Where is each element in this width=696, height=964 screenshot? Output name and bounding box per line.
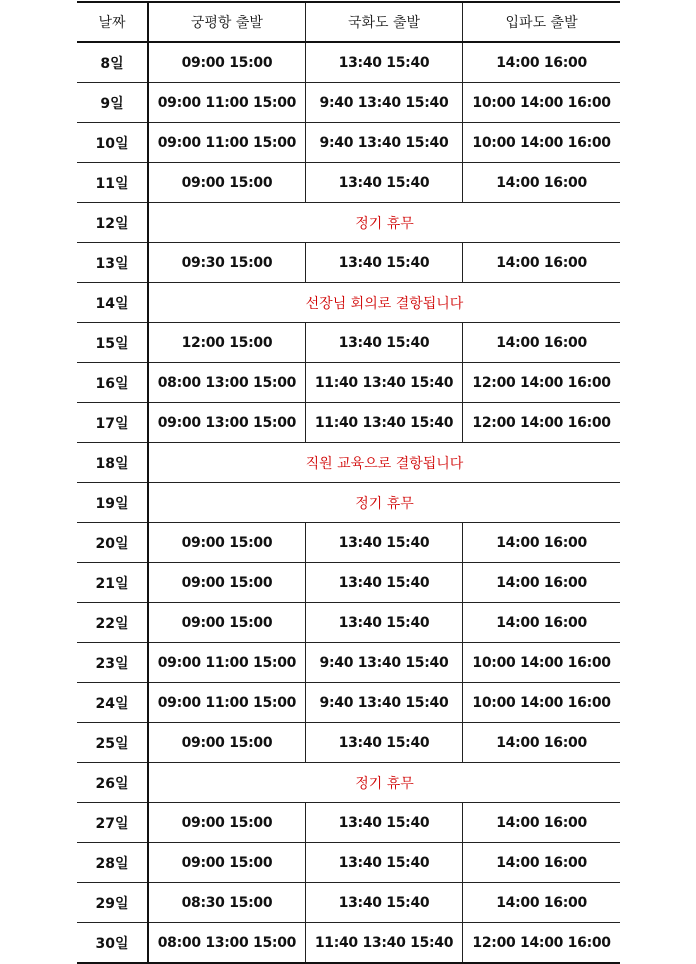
column-header-date: 날짜 bbox=[77, 2, 148, 42]
table-row bbox=[77, 163, 620, 203]
date-cell: 11일 bbox=[77, 163, 148, 203]
date-cell: 12일 bbox=[77, 203, 148, 243]
date-cell: 14일 bbox=[77, 283, 148, 323]
table-row bbox=[77, 923, 620, 964]
table-row bbox=[77, 323, 620, 363]
date-cell: 23일 bbox=[77, 643, 148, 683]
date-cell: 20일 bbox=[77, 523, 148, 563]
date-cell: 17일 bbox=[77, 403, 148, 443]
ippado-departure-cell: 12:00 14:00 16:00 bbox=[463, 923, 620, 964]
table-row bbox=[77, 643, 620, 683]
date-cell: 15일 bbox=[77, 323, 148, 363]
ippado-departure-cell: 10:00 14:00 16:00 bbox=[463, 643, 620, 683]
gungpyeong-departure-cell: 09:00 15:00 bbox=[148, 723, 305, 763]
ippado-departure-cell: 14:00 16:00 bbox=[463, 563, 620, 603]
table-row bbox=[77, 483, 620, 523]
ippado-departure-cell: 14:00 16:00 bbox=[463, 523, 620, 563]
ippado-departure-cell: 14:00 16:00 bbox=[463, 163, 620, 203]
gungpyeong-departure-cell: 09:00 11:00 15:00 bbox=[148, 683, 305, 723]
table-row bbox=[77, 363, 620, 403]
gungpyeong-departure-cell: 08:30 15:00 bbox=[148, 883, 305, 923]
table-row bbox=[77, 283, 620, 323]
ippado-departure-cell: 10:00 14:00 16:00 bbox=[463, 123, 620, 163]
gukhwado-departure-cell: 9:40 13:40 15:40 bbox=[305, 123, 462, 163]
ippado-departure-cell: 14:00 16:00 bbox=[463, 803, 620, 843]
ippado-departure-cell: 14:00 16:00 bbox=[463, 883, 620, 923]
column-header-ippado: 입파도 출발 bbox=[463, 2, 620, 42]
date-cell: 13일 bbox=[77, 243, 148, 283]
date-cell: 26일 bbox=[77, 763, 148, 803]
table-row bbox=[77, 683, 620, 723]
ippado-departure-cell: 14:00 16:00 bbox=[463, 323, 620, 363]
gukhwado-departure-cell: 11:40 13:40 15:40 bbox=[305, 923, 462, 964]
date-cell: 29일 bbox=[77, 883, 148, 923]
table-row bbox=[77, 203, 620, 243]
column-header-gungpyeong: 궁평항 출발 bbox=[148, 2, 305, 42]
gungpyeong-departure-cell: 09:00 15:00 bbox=[148, 523, 305, 563]
gukhwado-departure-cell: 13:40 15:40 bbox=[305, 523, 462, 563]
gukhwado-departure-cell: 9:40 13:40 15:40 bbox=[305, 643, 462, 683]
ippado-departure-cell: 14:00 16:00 bbox=[463, 42, 620, 83]
gukhwado-departure-cell: 9:40 13:40 15:40 bbox=[305, 683, 462, 723]
gukhwado-departure-cell: 13:40 15:40 bbox=[305, 563, 462, 603]
gukhwado-departure-cell: 13:40 15:40 bbox=[305, 163, 462, 203]
ippado-departure-cell: 10:00 14:00 16:00 bbox=[463, 83, 620, 123]
date-cell: 9일 bbox=[77, 83, 148, 123]
ippado-departure-cell: 12:00 14:00 16:00 bbox=[463, 403, 620, 443]
gukhwado-departure-cell: 13:40 15:40 bbox=[305, 243, 462, 283]
table-row bbox=[77, 763, 620, 803]
gukhwado-departure-cell: 11:40 13:40 15:40 bbox=[305, 403, 462, 443]
ippado-departure-cell: 14:00 16:00 bbox=[463, 843, 620, 883]
notice-cell: 선장님 회의로 결항됩니다 bbox=[148, 283, 620, 323]
notice-cell: 정기 휴무 bbox=[148, 483, 620, 523]
date-cell: 10일 bbox=[77, 123, 148, 163]
notice-cell: 정기 휴무 bbox=[148, 763, 620, 803]
gungpyeong-departure-cell: 12:00 15:00 bbox=[148, 323, 305, 363]
gungpyeong-departure-cell: 09:00 13:00 15:00 bbox=[148, 403, 305, 443]
notice-cell: 직원 교육으로 결항됩니다 bbox=[148, 443, 620, 483]
table-row bbox=[77, 403, 620, 443]
table-row bbox=[77, 42, 620, 83]
date-cell: 30일 bbox=[77, 923, 148, 964]
date-cell: 16일 bbox=[77, 363, 148, 403]
gungpyeong-departure-cell: 09:00 15:00 bbox=[148, 42, 305, 83]
gungpyeong-departure-cell: 09:00 15:00 bbox=[148, 563, 305, 603]
date-cell: 25일 bbox=[77, 723, 148, 763]
header-row bbox=[77, 2, 620, 42]
table-body bbox=[77, 42, 620, 963]
table-row bbox=[77, 563, 620, 603]
date-cell: 24일 bbox=[77, 683, 148, 723]
date-cell: 22일 bbox=[77, 603, 148, 643]
gungpyeong-departure-cell: 08:00 13:00 15:00 bbox=[148, 363, 305, 403]
notice-cell: 정기 휴무 bbox=[148, 203, 620, 243]
gukhwado-departure-cell: 13:40 15:40 bbox=[305, 603, 462, 643]
ippado-departure-cell: 12:00 14:00 16:00 bbox=[463, 363, 620, 403]
gukhwado-departure-cell: 11:40 13:40 15:40 bbox=[305, 363, 462, 403]
ferry-schedule-table bbox=[77, 1, 620, 964]
table-row bbox=[77, 883, 620, 923]
date-cell: 21일 bbox=[77, 563, 148, 603]
gungpyeong-departure-cell: 09:30 15:00 bbox=[148, 243, 305, 283]
table-row bbox=[77, 443, 620, 483]
gungpyeong-departure-cell: 09:00 15:00 bbox=[148, 603, 305, 643]
table-row bbox=[77, 843, 620, 883]
table-row bbox=[77, 723, 620, 763]
date-cell: 8일 bbox=[77, 42, 148, 83]
gukhwado-departure-cell: 13:40 15:40 bbox=[305, 42, 462, 83]
date-cell: 19일 bbox=[77, 483, 148, 523]
ippado-departure-cell: 14:00 16:00 bbox=[463, 243, 620, 283]
gungpyeong-departure-cell: 09:00 11:00 15:00 bbox=[148, 643, 305, 683]
gungpyeong-departure-cell: 09:00 11:00 15:00 bbox=[148, 123, 305, 163]
ippado-departure-cell: 10:00 14:00 16:00 bbox=[463, 683, 620, 723]
gungpyeong-departure-cell: 09:00 11:00 15:00 bbox=[148, 83, 305, 123]
date-cell: 27일 bbox=[77, 803, 148, 843]
gukhwado-departure-cell: 13:40 15:40 bbox=[305, 883, 462, 923]
gungpyeong-departure-cell: 09:00 15:00 bbox=[148, 163, 305, 203]
gungpyeong-departure-cell: 09:00 15:00 bbox=[148, 803, 305, 843]
table-row bbox=[77, 83, 620, 123]
column-header-gukhwado: 국화도 출발 bbox=[305, 2, 462, 42]
table-row bbox=[77, 123, 620, 163]
gukhwado-departure-cell: 13:40 15:40 bbox=[305, 843, 462, 883]
date-cell: 28일 bbox=[77, 843, 148, 883]
gukhwado-departure-cell: 9:40 13:40 15:40 bbox=[305, 83, 462, 123]
gukhwado-departure-cell: 13:40 15:40 bbox=[305, 323, 462, 363]
ippado-departure-cell: 14:00 16:00 bbox=[463, 723, 620, 763]
table-header bbox=[77, 2, 620, 42]
gukhwado-departure-cell: 13:40 15:40 bbox=[305, 803, 462, 843]
ippado-departure-cell: 14:00 16:00 bbox=[463, 603, 620, 643]
gungpyeong-departure-cell: 08:00 13:00 15:00 bbox=[148, 923, 305, 964]
date-cell: 18일 bbox=[77, 443, 148, 483]
table-row bbox=[77, 603, 620, 643]
table-row bbox=[77, 243, 620, 283]
table-row bbox=[77, 523, 620, 563]
gungpyeong-departure-cell: 09:00 15:00 bbox=[148, 843, 305, 883]
table-row bbox=[77, 803, 620, 843]
gukhwado-departure-cell: 13:40 15:40 bbox=[305, 723, 462, 763]
